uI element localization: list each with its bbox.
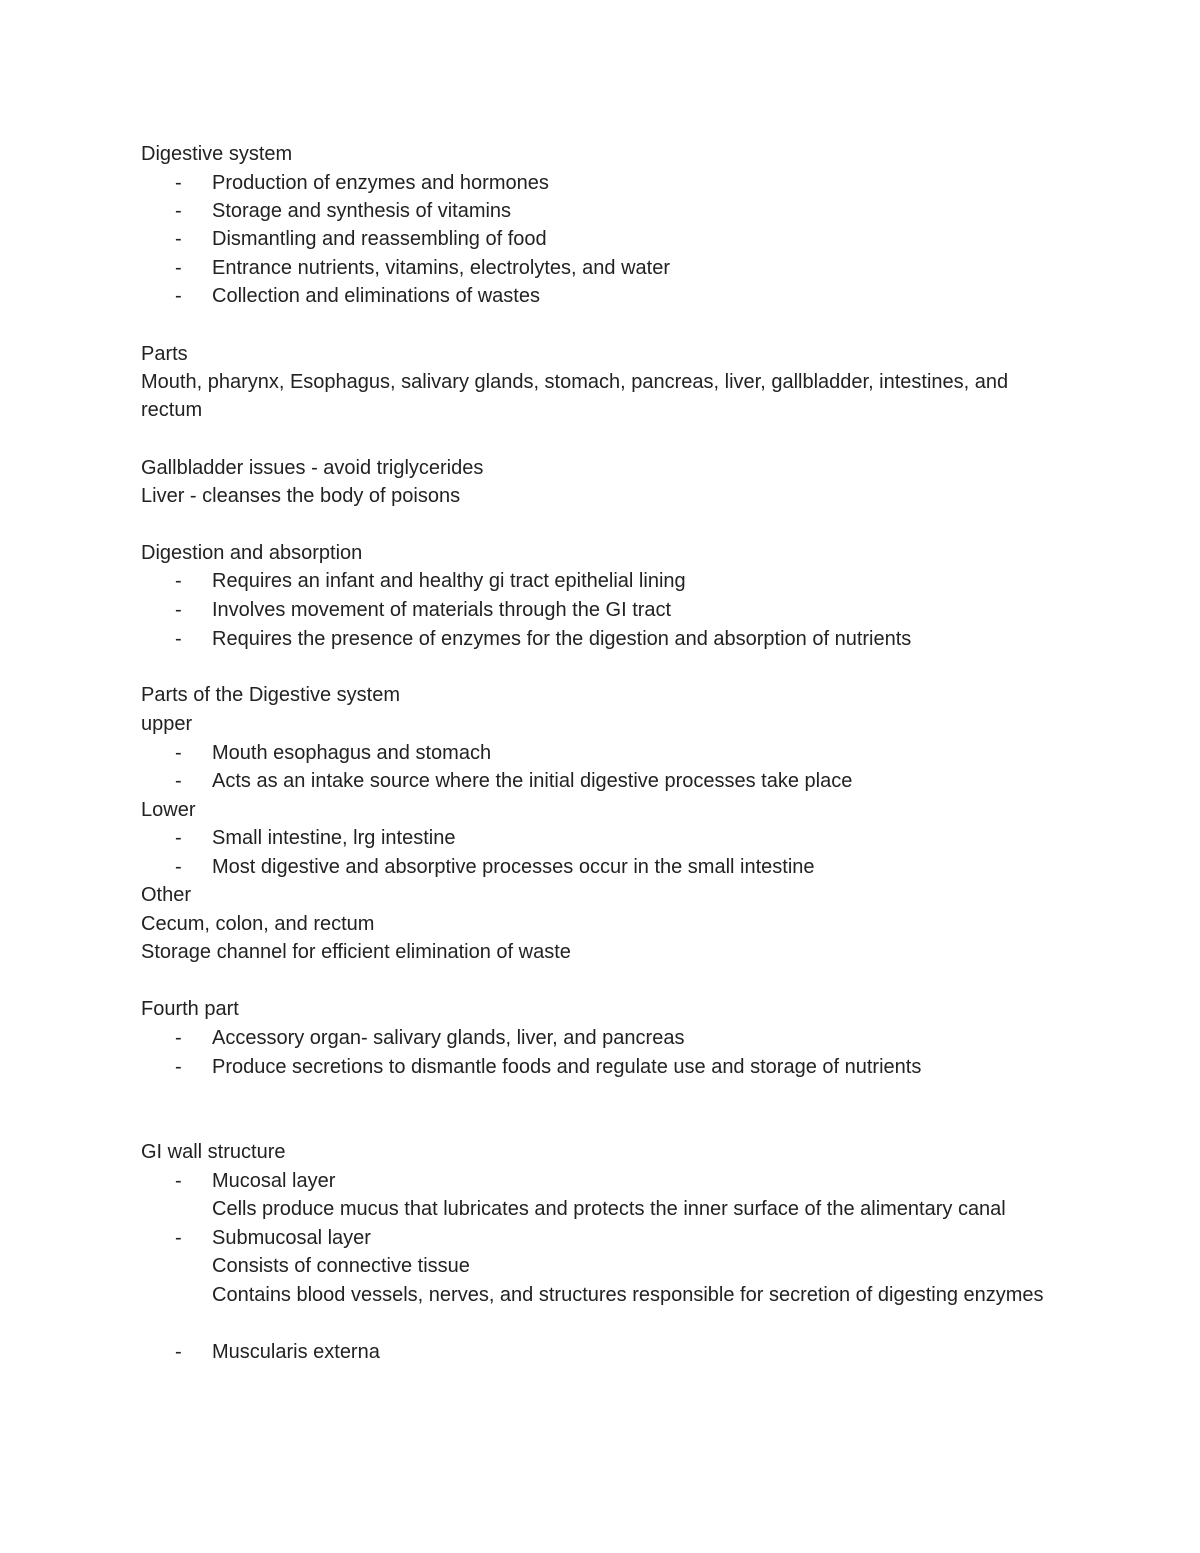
list-item: Involves movement of materials through the GI tract [212, 599, 672, 621]
list-item: Produce secretions to dismantle foods and regulate use and storage of nutrients [212, 1056, 922, 1078]
list-item: Dismantling and reassembling of food [212, 228, 547, 250]
list-item: Accessory organ- salivary glands, liver, and pancreas [212, 1027, 685, 1049]
list-item: Storage and synthesis of vitamins [212, 200, 512, 222]
list-item: Acts as an intake source where the initial digestive processes take place [212, 770, 853, 792]
list-item: Entrance nutrients, vitamins, electrolytes, and water [212, 257, 670, 279]
bullet-marker: - [175, 1056, 182, 1078]
bullet-marker: - [175, 570, 182, 592]
bullet-marker: - [175, 228, 182, 250]
list-item: Collection and eliminations of wastes [212, 285, 540, 307]
bullet-marker: - [175, 827, 182, 849]
label-other: Other [141, 884, 192, 906]
list-item-detail: Consists of connective tissue [212, 1255, 470, 1277]
list-item: Most digestive and absorptive processes occur in the small intestine [212, 856, 815, 878]
label-lower: Lower [141, 799, 196, 821]
bullet-marker: - [175, 1227, 182, 1249]
list-item: Small intestine, lrg intestine [212, 827, 456, 849]
heading-digestive-system: Digestive system [141, 143, 293, 165]
bullet-marker: - [175, 742, 182, 764]
parts-text-line-1: Mouth, pharynx, Esophagus, salivary glands, stomach, pancreas, liver, gallbladder, intestines, and [141, 371, 1009, 393]
bullet-marker: - [175, 770, 182, 792]
bullet-marker: - [175, 172, 182, 194]
bullet-marker: - [175, 599, 182, 621]
list-item: Requires the presence of enzymes for the digestion and absorption of nutrients [212, 628, 912, 650]
bullet-marker: - [175, 1170, 182, 1192]
heading-parts: Parts [141, 343, 188, 365]
list-item: Mucosal layer [212, 1170, 336, 1192]
note-gallbladder: Gallbladder issues - avoid triglycerides [141, 457, 484, 479]
note-liver: Liver - cleanses the body of poisons [141, 485, 461, 507]
label-upper: upper [141, 713, 193, 735]
bullet-marker: - [175, 200, 182, 222]
bullet-marker: - [175, 257, 182, 279]
other-text-line-1: Cecum, colon, and rectum [141, 913, 375, 935]
bullet-marker: - [175, 1341, 182, 1363]
bullet-marker: - [175, 628, 182, 650]
list-item: Muscularis externa [212, 1341, 380, 1363]
list-item: Requires an infant and healthy gi tract epithelial lining [212, 570, 686, 592]
other-text-line-2: Storage channel for efficient elimination of waste [141, 941, 571, 963]
list-item-detail: Contains blood vessels, nerves, and structures responsible for secretion of digesting enzymes [212, 1284, 1044, 1306]
list-item: Production of enzymes and hormones [212, 172, 549, 194]
list-item: Submucosal layer [212, 1227, 371, 1249]
heading-parts-of-system: Parts of the Digestive system [141, 684, 400, 706]
list-item-detail: Cells produce mucus that lubricates and protects the inner surface of the alimentary canal [212, 1198, 1006, 1220]
heading-gi-wall-structure: GI wall structure [141, 1141, 286, 1163]
bullet-marker: - [175, 285, 182, 307]
heading-digestion-absorption: Digestion and absorption [141, 542, 363, 564]
heading-fourth-part: Fourth part [141, 998, 239, 1020]
bullet-marker: - [175, 856, 182, 878]
bullet-marker: - [175, 1027, 182, 1049]
parts-text-line-2: rectum [141, 399, 203, 421]
list-item: Mouth esophagus and stomach [212, 742, 492, 764]
